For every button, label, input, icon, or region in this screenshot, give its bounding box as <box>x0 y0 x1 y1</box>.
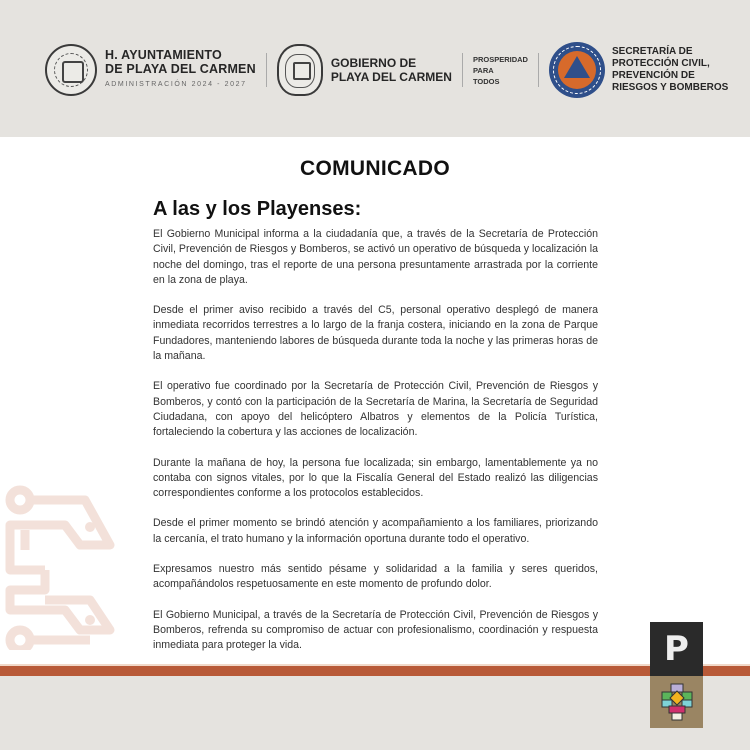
slogan <box>473 54 528 87</box>
decorative-pattern-icon <box>0 470 130 650</box>
slogan-line1: PROSPERIDAD <box>472 54 528 64</box>
slogan-line2: PARA <box>472 65 494 75</box>
document-body <box>153 227 598 699</box>
paragraph-2: Desde el primer aviso recibido a través del C5, personal operativo desplegó de manera inmediata recorridos terrestres a lo largo de la franja costera, iniciando en la zona de Parque Fundadores, manteniendo labores de búsqueda durante toda la noche y las primeras horas de la mañana. <box>153 304 598 363</box>
org-gobierno-line1: GOBIERNO DE <box>330 56 417 70</box>
footer-band <box>0 676 750 750</box>
org-ayuntamiento-line1: H. AYUNTAMIENTO <box>105 48 222 62</box>
greeting-heading: A las y los Playenses: <box>153 198 362 220</box>
divider <box>538 53 539 87</box>
accent-stripe <box>0 666 750 676</box>
divider <box>462 53 463 87</box>
header-banner <box>0 0 750 137</box>
document-title: COMUNICADO <box>300 157 450 180</box>
org-secretaria-line2: PROTECCIÓN CIVIL, <box>611 58 710 69</box>
org-gobierno-line2: PLAYA DEL CARMEN <box>330 70 452 84</box>
paragraph-3: El operativo fue coordinado por la Secretaría de Protección Civil, Prevención de Riesgos y Bomberos, y contó con la participación de la Secretaría de Marina, la Secretaría de Seguridad Ciudadana, con apoyo del helicóptero Albatros y elementos de la Policía Turística, fortaleciendo la cobertura y las acciones de localización. <box>153 380 598 439</box>
org-secretaria-line3: PREVENCIÓN DE <box>611 70 695 81</box>
municipal-seal-icon <box>45 44 97 96</box>
org-ayuntamiento-line2: DE PLAYA DEL CARMEN <box>105 62 256 76</box>
logo-row <box>45 42 728 98</box>
divider <box>266 53 267 87</box>
badge-letter: P <box>664 629 689 669</box>
mayan-mosaic-icon <box>660 682 694 722</box>
paragraph-5: Desde el primer momento se brindó atención y acompañamiento a los familiares, priorizando la cercanía, el trato humano y la información oportuna durante todo el operativo. <box>153 517 598 545</box>
org-secretaria-line1: SECRETARÍA DE <box>611 46 693 57</box>
government-seal-icon <box>277 44 323 96</box>
paragraph-6: Expresamos nuestro más sentido pésame y solidaridad a la familia y seres queridos, acompañándolos respetuosamente en este momento de profundo dolor. <box>153 563 598 591</box>
paragraph-1: El Gobierno Municipal informa a la ciudadanía que, a través de la Secretaría de Protección Civil, Prevención de Riesgos y Bomberos, se activó un operativo de búsqueda y localización la noche del domingo, tras el reporte de una persona presuntamente arrastrada por la corriente en la zona de playa. <box>153 228 598 286</box>
administration-period: ADMINISTRACIÓN 2024 - 2027 <box>105 81 247 88</box>
slogan-line3: TODOS <box>472 76 500 86</box>
org-secretaria <box>605 46 728 94</box>
brand-badge <box>650 622 703 728</box>
org-ayuntamiento <box>105 48 256 92</box>
paragraph-4: Durante la mañana de hoy, la persona fue localizada; sin embargo, lamentablemente ya no contaba con signos vitales, por lo que la Fiscalía General del Estado realizó las diligencias correspondientes conforme a los protocolos establecidos. <box>153 456 598 500</box>
paragraph-7: El Gobierno Municipal, a través de la Secretaría de Protección Civil, Prevención de Riesgos y Bomberos, refrenda su compromiso de actuar con profesionalismo, coordinación y respuesta inmediata para proteger la vida. <box>153 608 598 652</box>
org-secretaria-line4: RIESGOS Y BOMBEROS <box>611 82 729 93</box>
civil-protection-logo-icon <box>549 42 605 98</box>
org-gobierno <box>331 56 452 84</box>
badge-emblem-tile <box>650 676 703 728</box>
badge-letter-tile <box>650 622 703 676</box>
